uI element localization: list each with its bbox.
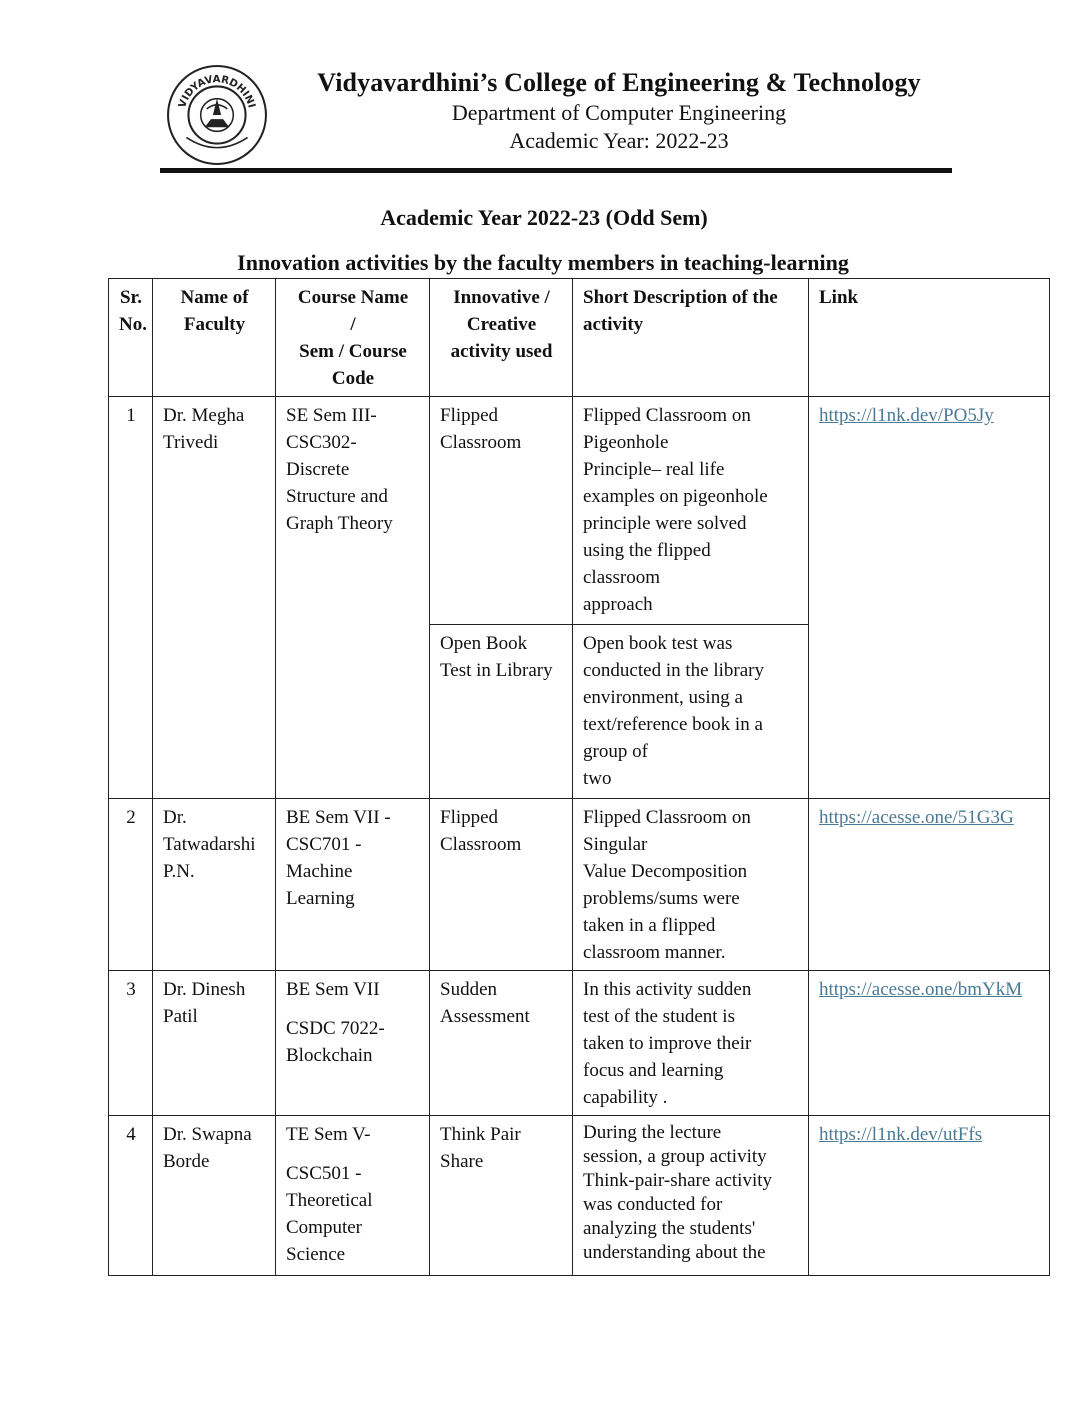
semester-title: Academic Year 2022-23 (Odd Sem) (380, 205, 708, 230)
table-row (109, 397, 1050, 625)
cell-link (809, 799, 1050, 971)
cell-course: SE Sem III- CSC302- Discrete Structure and Graph Theory (276, 397, 430, 799)
header-faculty-name: Name of Faculty (153, 279, 276, 397)
svg-text:VIDYAVARDHINI: VIDYAVARDHINI (177, 74, 257, 110)
cell-course: TE Sem V- CSC501 - Theoretical Computer Science (276, 1116, 430, 1276)
header-academic-year: Academic Year: 2022-23 (509, 128, 729, 153)
cell-faculty: Dr. Tatwadarshi P.N. (153, 799, 276, 971)
table-row (109, 799, 1050, 971)
cell-description: Open book test was conducted in the library environment, using a text/reference book in a group of two (573, 625, 809, 799)
cell-course: BE Sem VII CSDC 7022- Blockchain (276, 971, 430, 1116)
cell-sr: 4 (109, 1116, 153, 1276)
college-header (160, 58, 950, 170)
cell-link (809, 971, 1050, 1116)
cell-faculty: Dr. Dinesh Patil (153, 971, 276, 1116)
header-sr-no: Sr. No. (109, 279, 153, 397)
cell-description: Flipped Classroom on Singular Value Decomposition problems/sums were taken in a flipped classroom manner. (573, 799, 809, 971)
cell-link (809, 397, 1050, 799)
cell-course: BE Sem VII - CSC701 - Machine Learning (276, 799, 430, 971)
cell-activity: Think Pair Share (430, 1116, 573, 1276)
table-header-row (109, 279, 1050, 397)
cell-faculty: Dr. Swapna Borde (153, 1116, 276, 1276)
cell-activity: Sudden Assessment (430, 971, 573, 1116)
table-row (109, 1116, 1050, 1276)
cell-sr: 3 (109, 971, 153, 1116)
college-name: Vidyavardhini’s College of Engineering & Technology (317, 68, 921, 97)
header-divider (160, 168, 952, 173)
cell-faculty: Dr. Megha Trivedi (153, 397, 276, 799)
header-link: Link (809, 279, 1050, 397)
header-course: Course Name / Sem / Course Code (276, 279, 430, 397)
cell-description: During the lecture session, a group activity Think-pair-share activity was conducted for analyzing the students' understanding about the (573, 1116, 809, 1276)
cell-activity: Flipped Classroom (430, 799, 573, 971)
cell-activity: Open Book Test in Library (430, 625, 573, 799)
cell-sr: 2 (109, 799, 153, 971)
cell-description: Flipped Classroom on Pigeonhole Principle– real life examples on pigeonhole principle were solved using the flipped classroom approach (573, 397, 809, 625)
cell-link (809, 1116, 1050, 1276)
header-description: Short Description of the activity (573, 279, 809, 397)
table-row (109, 971, 1050, 1116)
activity-link[interactable]: https://acesse.one/bmYkM (819, 979, 1023, 1000)
cell-description: In this activity sudden test of the student is taken to improve their focus and learning capability . (573, 971, 809, 1116)
activity-link[interactable]: https://l1nk.dev/PO5Jy (819, 405, 994, 426)
college-logo-icon (166, 64, 268, 166)
activity-link[interactable]: https://acesse.one/51G3G (819, 807, 1014, 828)
innovation-activities-table (108, 278, 1050, 1276)
cell-sr: 1 (109, 397, 153, 799)
header-innovative-activity: Innovative / Creative activity used (430, 279, 573, 397)
activity-link[interactable]: https://l1nk.dev/utFfs (819, 1124, 983, 1145)
table-title: Innovation activities by the faculty members in teaching-learning (237, 250, 849, 275)
department-name: Department of Computer Engineering (451, 100, 787, 125)
cell-activity: Flipped Classroom (430, 397, 573, 625)
